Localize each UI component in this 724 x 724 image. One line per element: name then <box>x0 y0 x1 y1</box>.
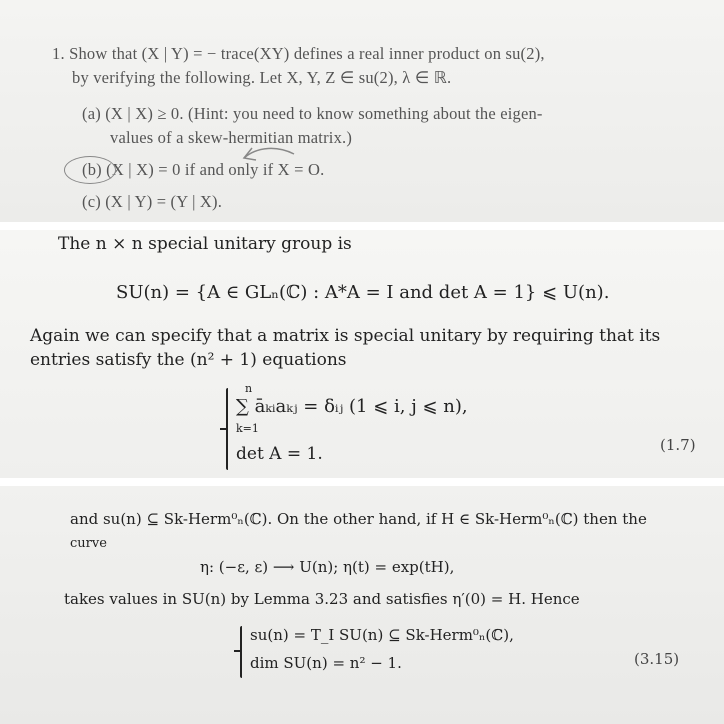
paragraph-line1: and su(n) ⊆ Sk-Herm⁰ₙ(ℂ). On the other hand, if H ∈ Sk-Herm⁰ₙ(ℂ) then the <box>70 510 647 528</box>
sum-equation: ∑ āₖᵢaₖⱼ = δᵢⱼ (1 ⩽ i, j ⩽ n), <box>236 396 468 417</box>
pen-arrow-mark <box>240 140 300 166</box>
exercise-item-a-line2: values of a skew-hermitian matrix.) <box>110 128 353 147</box>
equation-number: (3.15) <box>634 650 680 668</box>
equation-brace-tip <box>234 650 241 652</box>
determinant-equation: det A = 1. <box>236 444 323 464</box>
paragraph-line2: entries satisfy the (n² + 1) equations <box>30 350 347 370</box>
tangent-space-equation: su(n) = T_I SU(n) ⊆ Sk-Herm⁰ₙ(ℂ), <box>250 626 514 644</box>
exercise-item-b: (b) (X | X) = 0 if and only if X = O. <box>82 160 325 179</box>
pen-circle-mark <box>64 156 116 184</box>
exercise-statement-line2: by verifying the following. Let X, Y, Z ∈ su(2), λ ∈ ℝ. <box>72 68 452 87</box>
sum-lower-limit: k=1 <box>236 422 259 435</box>
dimension-equation: dim SU(n) = n² − 1. <box>250 654 402 672</box>
exercise-item-a-line1: (a) (X | X) ≥ 0. (Hint: you need to know something about the eigen- <box>82 104 543 123</box>
curve-definition: η: (−ε, ε) ⟶ U(n); η(t) = exp(tH), <box>200 558 455 576</box>
definition-intro: The n × n special unitary group is <box>58 234 352 254</box>
sum-upper-limit: n <box>245 382 253 395</box>
equation-brace-tip <box>220 428 227 430</box>
su-definition-formula: SU(n) = {A ∈ GLₙ(ℂ) : A*A = I and det A = 1} ⩽ U(n). <box>116 282 610 303</box>
equation-number: (1.7) <box>660 436 696 454</box>
paragraph-line3: takes values in SU(n) by Lemma 3.23 and satisfies η′(0) = H. Hence <box>64 590 580 608</box>
textbook-panel-su-definition <box>0 230 724 478</box>
paragraph-line1: Again we can specify that a matrix is special unitary by requiring that its <box>30 326 661 346</box>
paragraph-line2: curve <box>70 536 107 551</box>
exercise-item-c: (c) (X | Y) = (Y | X). <box>82 192 223 211</box>
equation-brace <box>240 626 242 678</box>
exercise-statement-line1: 1. Show that (X | Y) = − trace(XY) defines a real inner product on su(2), <box>52 44 545 63</box>
exercise-panel <box>0 0 724 222</box>
textbook-panel-tangent-space <box>0 486 724 724</box>
